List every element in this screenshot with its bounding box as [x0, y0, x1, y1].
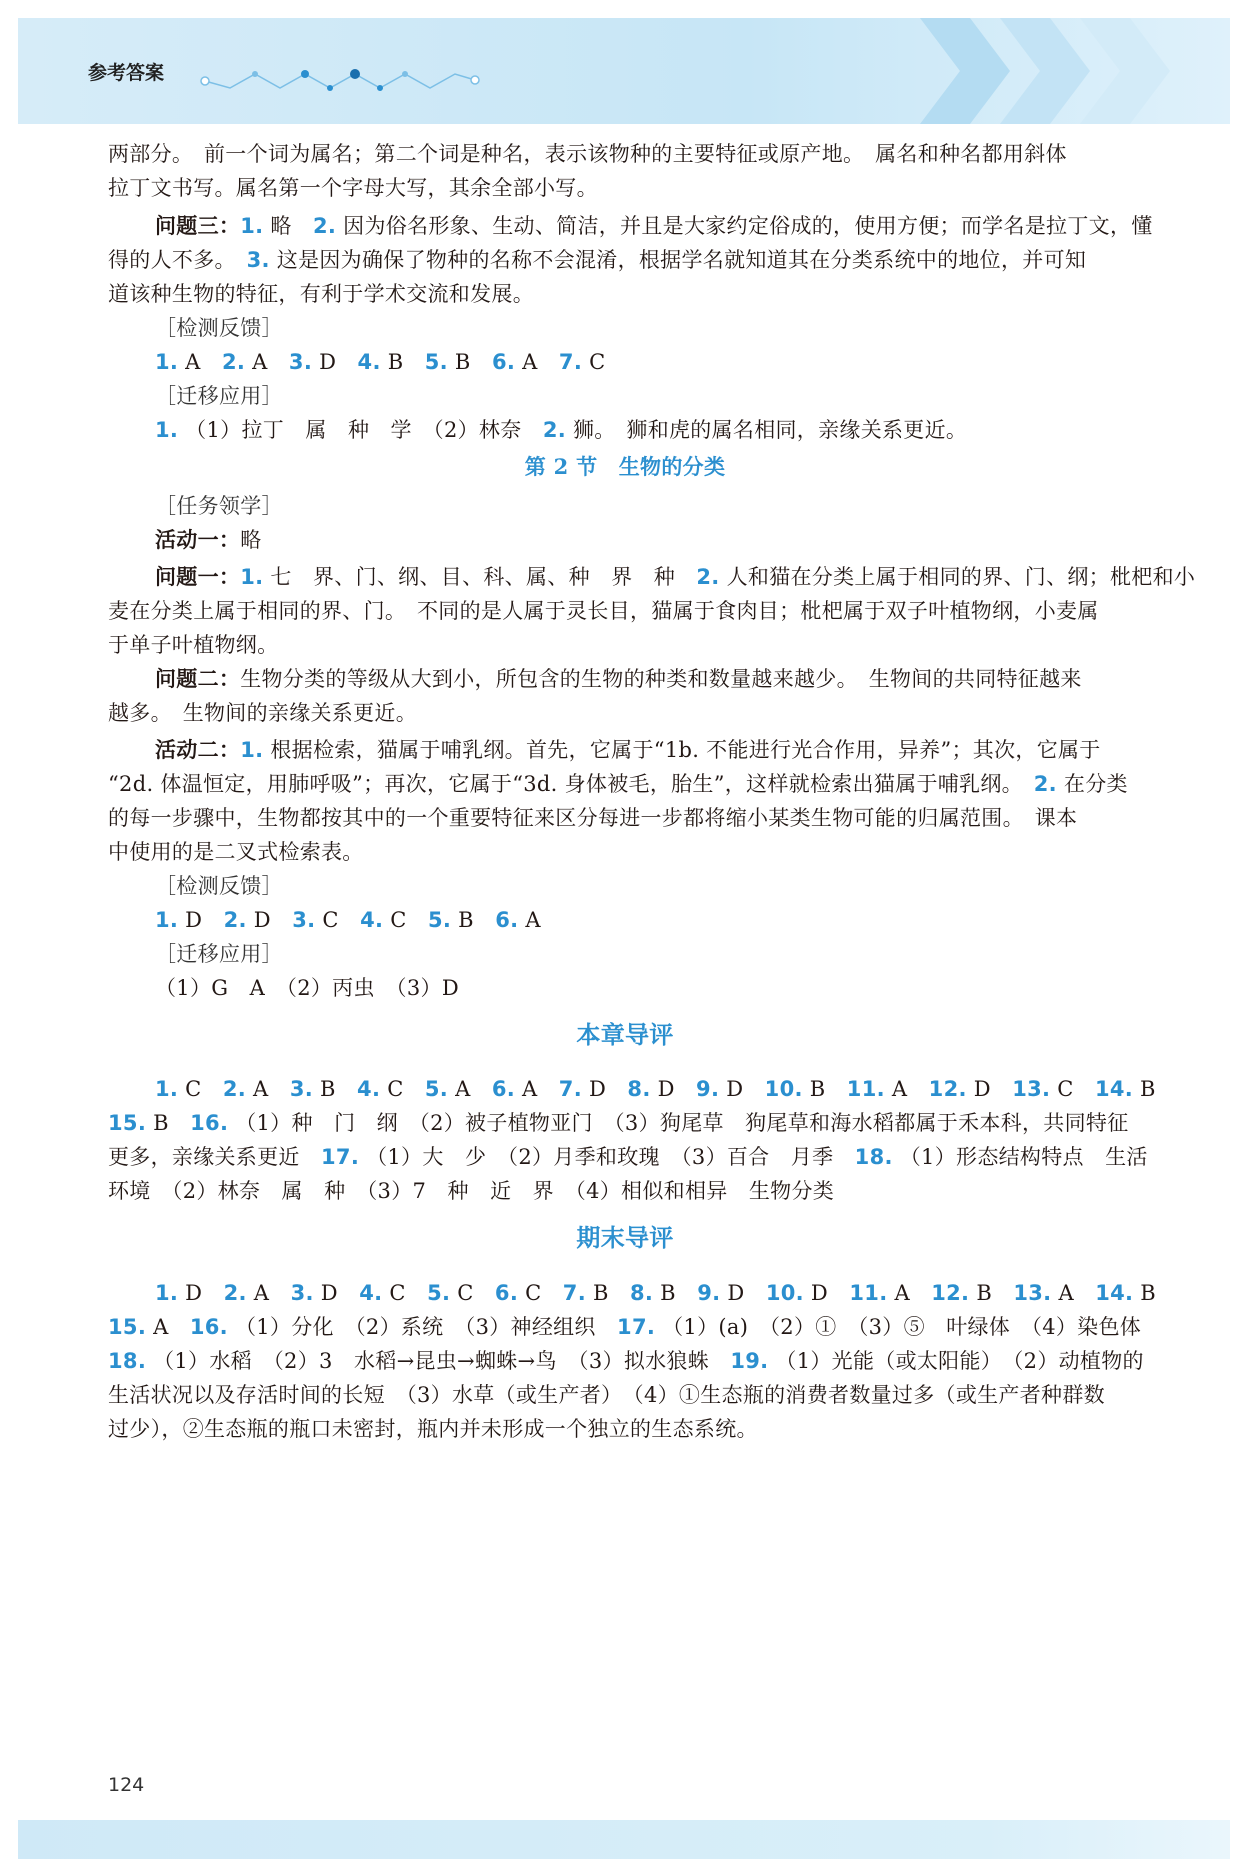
text-segment: （1）(a) （2）① （3）⑤ 叶绿体 （4）染色体	[655, 1315, 1142, 1339]
text-segment: 生活状况以及存活时间的长短 （3）水草（或生产者） （4）①生态瓶的消费者数量过多（或生产者种群数	[108, 1383, 1105, 1407]
label-text: 问题二：	[155, 666, 241, 691]
text-line	[108, 1346, 1180, 1376]
text-segment: A	[518, 908, 541, 932]
question-number: 6.	[491, 350, 516, 374]
label-text: 问题三：	[155, 213, 241, 238]
text-segment: C	[178, 1077, 223, 1101]
text-segment: （1）光能（或太阳能） （2）动植物的	[768, 1349, 1144, 1373]
question-number: 5.	[424, 350, 448, 374]
question-number: 9.	[697, 1281, 721, 1305]
question-number: 1.	[155, 350, 179, 374]
section-heading	[0, 1223, 1250, 1253]
text-line	[108, 1380, 1180, 1410]
question-number: 4.	[359, 1281, 383, 1305]
text-line	[155, 211, 1180, 241]
chevron-decoration-icon	[900, 18, 1230, 124]
question-number: 6.	[494, 1281, 519, 1305]
question-number: 1.	[240, 738, 264, 762]
text-line	[108, 630, 1180, 660]
question-number: 1.	[155, 908, 179, 932]
text-segment: 生物分类的等级从大到小，所包含的生物的种类和数量越来越少。 生物间的共同特征越来	[240, 667, 1082, 691]
question-number: 15.	[108, 1111, 147, 1135]
text-segment: B	[313, 1077, 358, 1101]
text-segment: 麦在分类上属于相同的界、门。 不同的是人属于灵长目，猫属于食肉目；枇杷属于双子叶植物纲，小麦属	[108, 599, 1099, 623]
text-line	[108, 139, 1180, 169]
text-segment: （1）形态结构特点 生活	[892, 1145, 1148, 1169]
question-number: 2.	[223, 908, 247, 932]
question-number: 10.	[764, 1077, 803, 1101]
question-number: 14.	[1094, 1077, 1134, 1101]
text-segment: 中使用的是二叉式检索表。	[108, 840, 364, 864]
text-segment: B	[447, 350, 492, 374]
label-text: 问题一：	[155, 564, 241, 589]
text-line	[155, 525, 1180, 555]
question-number: 4.	[357, 350, 381, 374]
text-line	[108, 279, 1180, 309]
question-number: 11.	[846, 1077, 885, 1101]
text-segment: A	[448, 1077, 492, 1101]
text-segment: B	[1133, 1077, 1156, 1101]
text-segment: B	[585, 1281, 630, 1305]
question-number: 8.	[627, 1077, 651, 1101]
text-segment: 越多。 生物间的亲缘关系更近。	[108, 701, 417, 725]
text-segment: 略	[240, 528, 262, 552]
header-title: 参考答案	[88, 62, 165, 84]
question-number: 3.	[292, 908, 316, 932]
question-number: 13.	[1013, 1281, 1052, 1305]
text-line	[155, 939, 1180, 969]
text-segment: “2d. 体温恒定，用肺呼吸”；再次，它属于“3d. 身体被毛，胎生”，这样就检索出猫属于哺乳纲。	[108, 772, 1034, 796]
text-segment: C	[383, 908, 428, 932]
text-segment: （1）分化 （2）系统 （3）神经组织	[227, 1315, 618, 1339]
text-segment: C	[450, 1281, 495, 1305]
question-number: 6.	[495, 908, 519, 932]
question-number: 5.	[424, 1077, 449, 1101]
text-segment: D	[582, 1077, 628, 1101]
question-number: 4.	[357, 1077, 381, 1101]
question-number: 17.	[617, 1315, 656, 1339]
text-segment: C	[382, 1281, 428, 1305]
question-number: 2.	[222, 1077, 247, 1101]
bracket-tag: ［检测反馈］	[155, 316, 283, 340]
text-segment: D	[966, 1077, 1013, 1101]
question-number: 2.	[312, 214, 337, 238]
text-segment: B	[653, 1281, 698, 1305]
text-line	[155, 735, 1180, 765]
text-segment: A	[515, 350, 559, 374]
text-segment: D	[178, 908, 224, 932]
text-line	[155, 415, 1180, 445]
question-number: 5.	[427, 1281, 451, 1305]
text-segment: A	[246, 1281, 291, 1305]
text-segment: B	[1133, 1281, 1157, 1305]
question-number: 3.	[290, 1281, 314, 1305]
question-number: 12.	[928, 1077, 967, 1101]
text-line	[108, 173, 1180, 203]
text-segment: C	[380, 1077, 425, 1101]
question-number: 9.	[696, 1077, 720, 1101]
question-number: 7.	[558, 1077, 582, 1101]
question-number: 16.	[189, 1315, 228, 1339]
question-number: 1.	[155, 418, 179, 442]
bracket-tag: ［迁移应用］	[155, 384, 283, 408]
question-number: 5.	[427, 908, 452, 932]
question-number: 7.	[558, 350, 583, 374]
question-number: 1.	[240, 214, 264, 238]
text-line	[108, 1414, 1180, 1444]
text-segment: D	[313, 1281, 360, 1305]
question-number: 18.	[108, 1349, 147, 1373]
label-text: 活动一：	[155, 527, 241, 552]
text-segment: A	[1051, 1281, 1096, 1305]
text-segment: （1）拉丁 属 种 学 （2）林奈	[178, 418, 543, 442]
text-segment: A	[515, 1077, 559, 1101]
question-number: 10.	[765, 1281, 804, 1305]
text-segment: A	[146, 1315, 190, 1339]
question-number: 4.	[360, 908, 384, 932]
text-segment: 根据检索，猫属于哺乳纲。首先，它属于“1b. 不能进行光合作用，异养”；其次，它属于	[263, 738, 1101, 762]
text-line	[108, 1176, 1180, 1206]
text-line	[108, 837, 1180, 867]
text-segment: 狮。 狮和虎的属名相同，亲缘关系更近。	[566, 418, 968, 442]
bracket-tag: ［检测反馈］	[155, 874, 283, 898]
label-text: 活动二：	[155, 737, 241, 762]
question-number: 13.	[1012, 1077, 1051, 1101]
question-number: 17.	[321, 1145, 360, 1169]
text-segment: 更多，亲缘关系更近	[108, 1145, 321, 1169]
text-segment: A	[887, 1281, 932, 1305]
text-segment: D	[803, 1281, 850, 1305]
text-segment: 环境 （2）林奈 属 种 （3）7 种 近 界 （4）相似和相异 生物分类	[108, 1179, 835, 1203]
question-number: 16.	[190, 1111, 229, 1135]
text-line	[108, 596, 1180, 626]
page-footer-banner	[18, 1820, 1230, 1859]
text-segment: D	[312, 350, 358, 374]
text-segment: B	[146, 1111, 191, 1135]
text-line	[155, 313, 1180, 343]
question-number: 12.	[931, 1281, 970, 1305]
text-segment: A	[245, 350, 289, 374]
text-line	[155, 381, 1180, 411]
text-line	[155, 491, 1180, 521]
question-number: 1.	[155, 1281, 179, 1305]
text-line	[108, 1108, 1180, 1138]
text-line	[108, 1142, 1180, 1172]
text-segment: 在分类	[1056, 772, 1128, 796]
text-segment: C	[1050, 1077, 1095, 1101]
question-number: 1.	[240, 565, 264, 589]
text-segment: 这是因为确保了物种的名称不会混淆，根据学名就知道其在分类系统中的地位，并可知	[269, 248, 1087, 272]
text-line	[155, 871, 1180, 901]
text-segment: B	[969, 1281, 1014, 1305]
text-segment: 的每一步骤中，生物都按其中的一个重要特征来区分每进一步都将缩小某类生物可能的归属范围。 课本	[108, 806, 1078, 830]
text-segment: D	[246, 908, 293, 932]
text-segment: 拉丁文书写。属名第一个字母大写，其余全部小写。	[108, 176, 598, 200]
question-number: 3.	[246, 248, 270, 272]
question-number: 15.	[108, 1315, 147, 1339]
text-segment: 略	[263, 214, 313, 238]
question-number: 14.	[1095, 1281, 1134, 1305]
text-segment: 于单子叶植物纲。	[108, 633, 279, 657]
text-segment: A	[884, 1077, 929, 1101]
text-segment: （1）种 门 纲 （2）被子植物亚门 （3）狗尾草 狗尾草和海水稻都属于禾本科，共同特征	[228, 1111, 1129, 1135]
question-number: 3.	[288, 350, 313, 374]
question-number: 18.	[854, 1145, 893, 1169]
text-line	[155, 905, 1180, 935]
text-segment: 道该种生物的特征，有利于学术交流和发展。	[108, 282, 534, 306]
text-line	[155, 1278, 1180, 1308]
text-segment: C	[518, 1281, 563, 1305]
text-segment: （1）大 少 （2）月季和玫瑰 （3）百合 月季	[359, 1145, 855, 1169]
text-segment: D	[650, 1077, 697, 1101]
question-number: 3.	[289, 1077, 314, 1101]
text-segment: 本章导评	[576, 1020, 674, 1049]
page-number: 124	[108, 1774, 145, 1796]
question-number: 8.	[630, 1281, 654, 1305]
dotted-wave-decoration-icon	[200, 66, 480, 96]
text-line	[155, 664, 1180, 694]
question-number: 1.	[155, 1077, 179, 1101]
text-line	[155, 347, 1180, 377]
question-number: 2.	[1033, 772, 1057, 796]
text-segment: （1）水稻 （2）3 水稻→昆虫→蜘蛛→鸟 （3）拟水狼蛛	[146, 1349, 731, 1373]
text-line	[108, 803, 1180, 833]
text-segment: A	[246, 1077, 290, 1101]
text-segment: C	[582, 350, 606, 374]
text-line	[155, 1074, 1180, 1104]
text-segment: C	[315, 908, 361, 932]
text-segment: D	[178, 1281, 224, 1305]
text-line	[155, 973, 1180, 1003]
question-number: 2.	[696, 565, 720, 589]
text-segment: D	[719, 1077, 765, 1101]
question-number: 7.	[562, 1281, 586, 1305]
text-segment: 过少），②生态瓶的瓶口未密封，瓶内并未形成一个独立的生态系统。	[108, 1417, 758, 1441]
text-segment: （1）G A （2）丙虫 （3）D	[155, 976, 459, 1000]
text-segment: 得的人不多。	[108, 248, 247, 272]
text-segment: B	[380, 350, 425, 374]
question-number: 19.	[730, 1349, 769, 1373]
text-segment: A	[178, 350, 222, 374]
text-segment: 因为俗名形象、生动、简洁，并且是大家约定俗成的，使用方便；而学名是拉丁文，懂	[336, 214, 1153, 238]
text-segment: 第 2 节 生物的分类	[524, 454, 726, 479]
question-number: 11.	[849, 1281, 888, 1305]
bracket-tag: ［任务领学］	[155, 494, 283, 518]
section-heading	[0, 1020, 1250, 1050]
question-number: 6.	[491, 1077, 516, 1101]
text-segment: 七 界、门、纲、目、科、属、种 界 种	[263, 565, 697, 589]
question-number: 2.	[223, 1281, 247, 1305]
text-line	[108, 1312, 1180, 1342]
question-number: 2.	[542, 418, 567, 442]
text-segment: 人和猫在分类上属于相同的界、门、纲；枇杷和小	[719, 565, 1196, 589]
bracket-tag: ［迁移应用］	[155, 942, 283, 966]
text-segment: 期末导评	[576, 1223, 674, 1252]
section-heading	[0, 452, 1250, 482]
text-segment: D	[720, 1281, 766, 1305]
text-segment: B	[451, 908, 496, 932]
text-segment: B	[802, 1077, 847, 1101]
text-line	[108, 769, 1180, 799]
text-line	[108, 698, 1180, 728]
text-line	[155, 562, 1196, 592]
question-number: 2.	[221, 350, 246, 374]
text-segment: 两部分。 前一个词为属名；第二个词是种名，表示该物种的主要特征或原产地。 属名和种名都用斜体	[108, 142, 1067, 166]
text-line	[108, 245, 1180, 275]
